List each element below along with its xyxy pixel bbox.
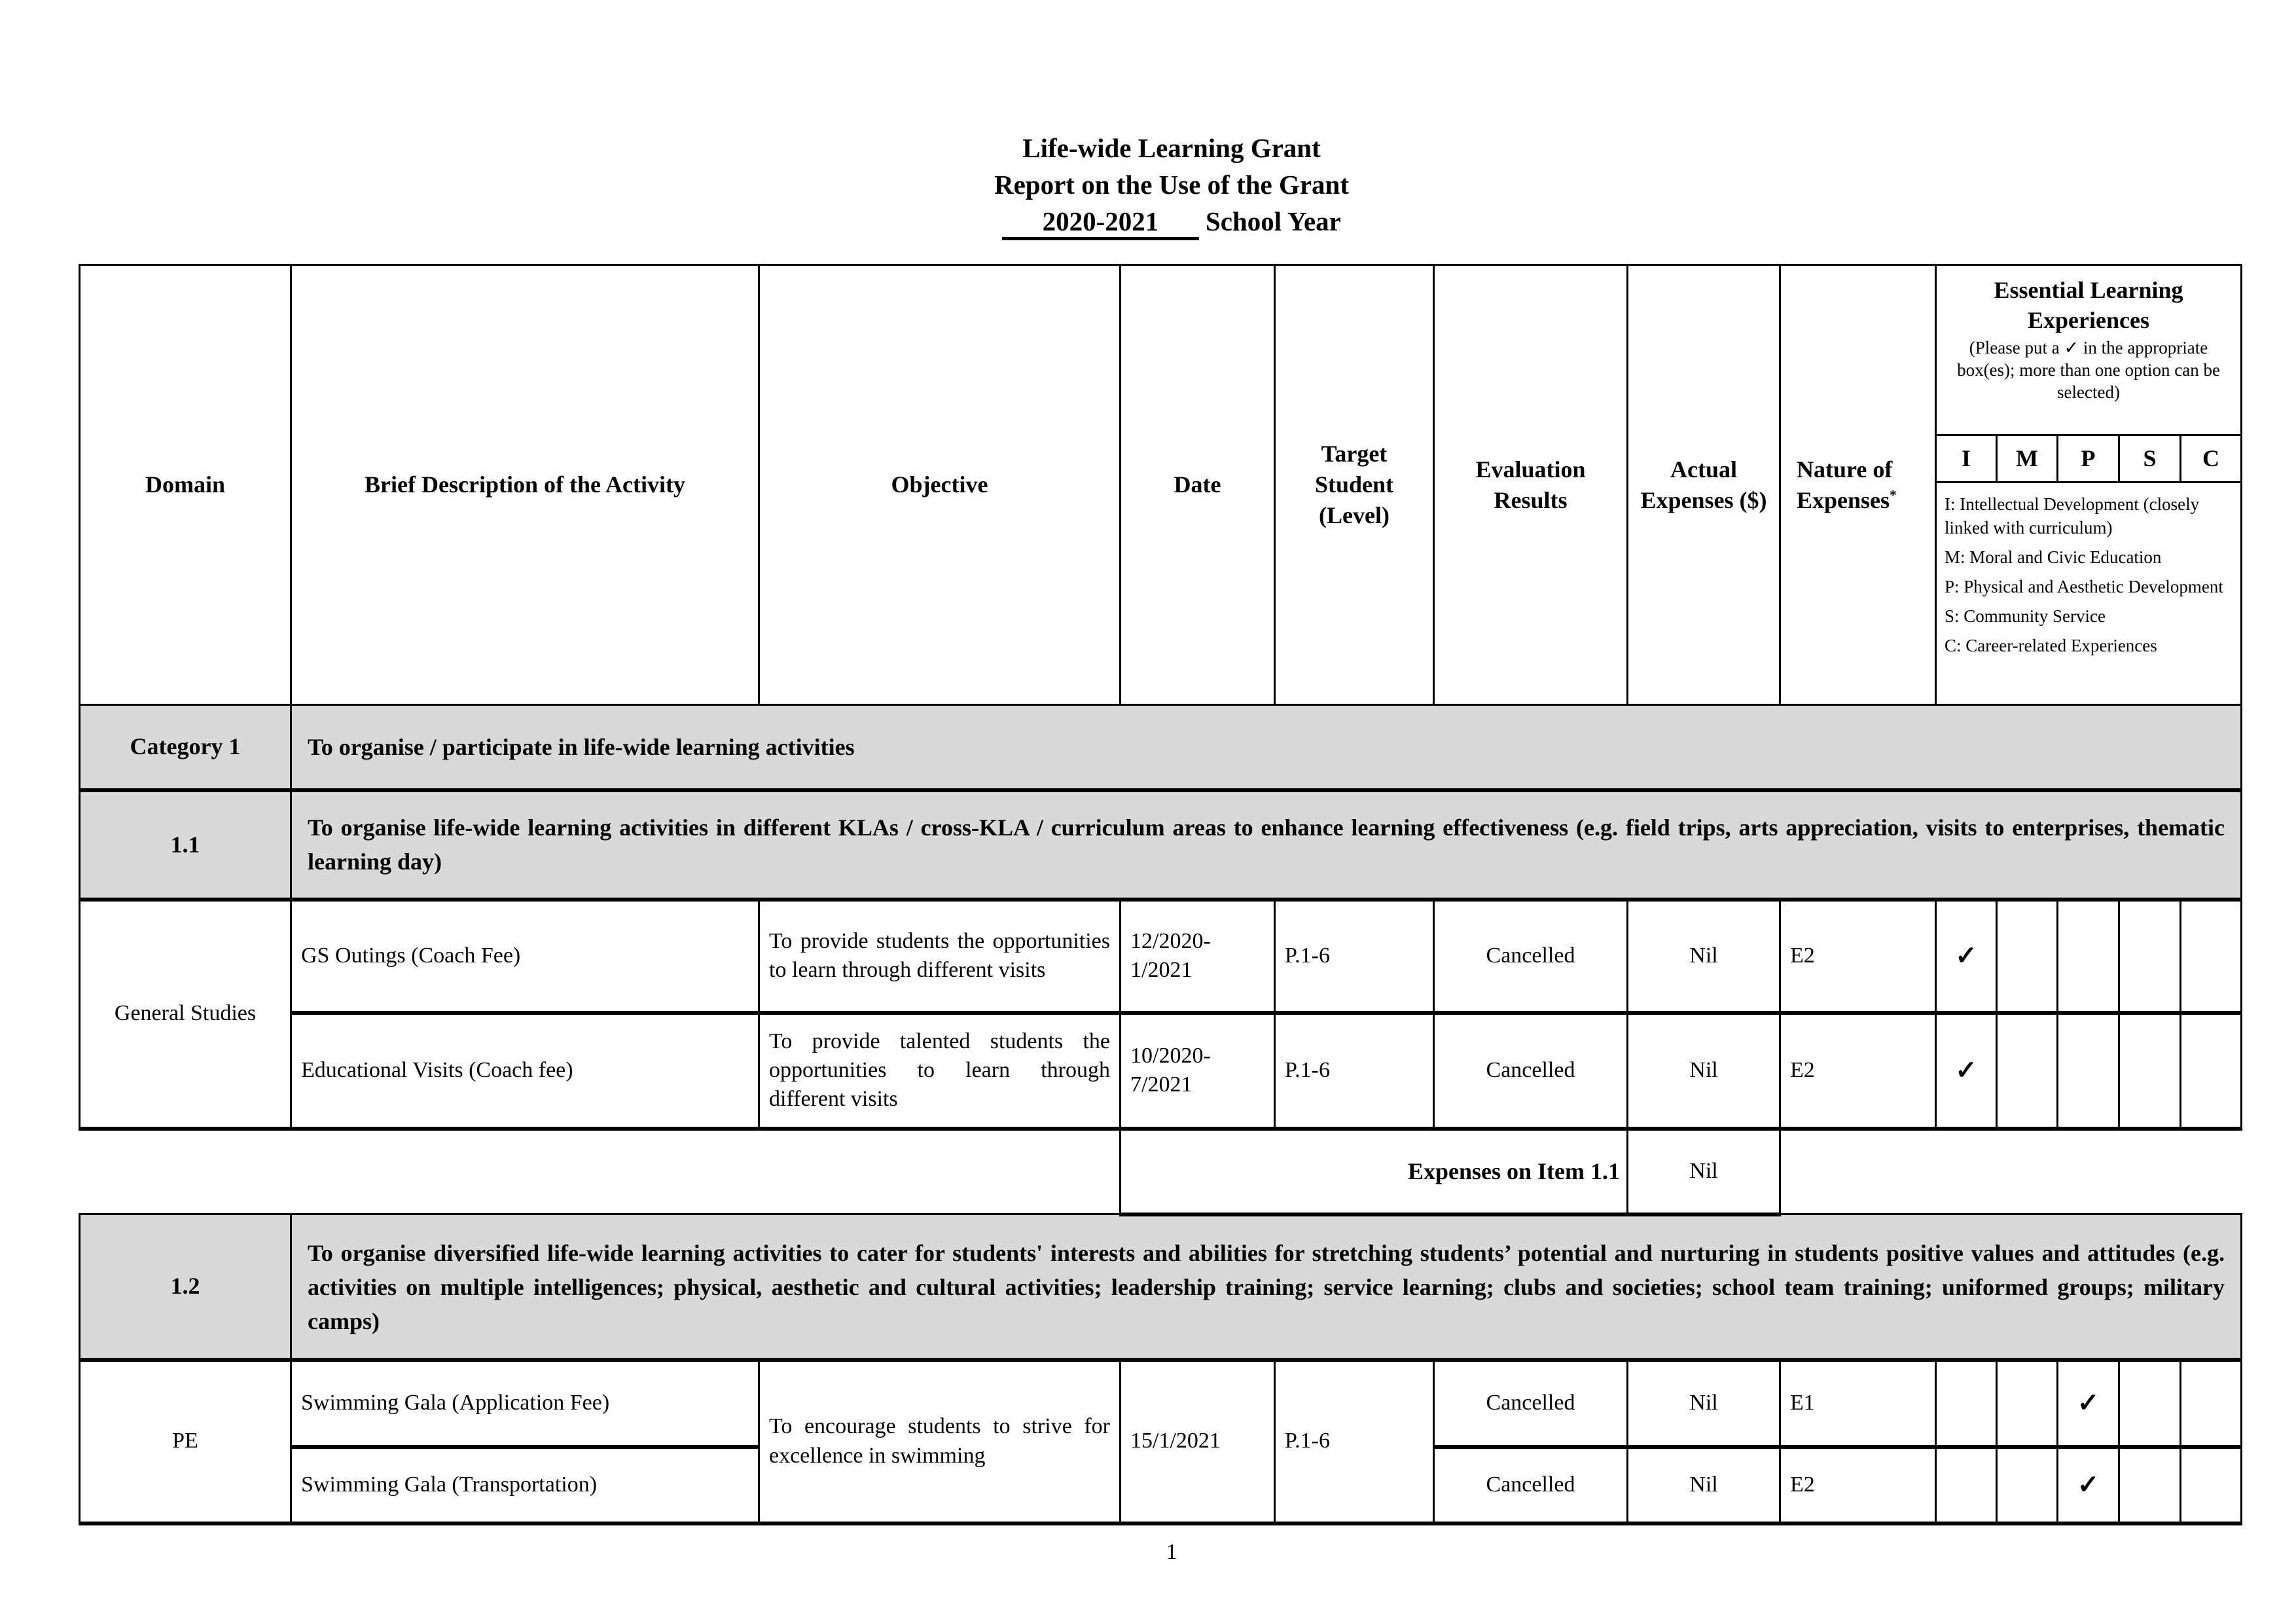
target-cell: P.1-6 [1275, 1013, 1434, 1129]
domain-cell-general-studies: General Studies [80, 900, 291, 1129]
evaluation-cell: Cancelled [1434, 1360, 1628, 1447]
col-header-nature-of-expenses: Nature of Expenses* [1780, 265, 1936, 705]
ele-legend-P: P: Physical and Aesthetic Development [1945, 577, 2223, 596]
ele-col-header-P: P [2058, 435, 2119, 483]
ele-check-P: ✓ [2058, 1360, 2119, 1447]
ele-check-I: ✓ [1936, 900, 1997, 1013]
actual-expenses-cell: Nil [1628, 1360, 1780, 1447]
nature-cell: E1 [1780, 1360, 1936, 1447]
col-header-brief-description: Brief Description of the Activity [291, 265, 759, 705]
title-line-1: Life-wide Learning Grant [1022, 133, 1321, 163]
ele-header-cell [1936, 265, 2242, 435]
col-header-date: Date [1121, 265, 1275, 705]
ele-check-P [2058, 1013, 2119, 1129]
page-number: 1 [1166, 1540, 1177, 1564]
objective-cell: To provide talented students the opportunities to learn through different visits [759, 1013, 1121, 1129]
school-year-suffix: School Year [1198, 206, 1341, 236]
objective-cell: To provide students the opportunities to learn through different visits [759, 900, 1121, 1013]
nature-cell: E2 [1780, 1447, 1936, 1523]
ele-col-header-C: C [2181, 435, 2242, 483]
col-header-domain: Domain [80, 265, 291, 705]
grant-report-table [79, 264, 2242, 1525]
date-cell-shared: 15/1/2021 [1121, 1360, 1275, 1523]
target-cell: P.1-6 [1275, 900, 1434, 1013]
ele-check-C [2181, 1447, 2242, 1523]
activity-cell: Swimming Gala (Application Fee) [291, 1360, 759, 1447]
ele-check-M [1997, 1447, 2058, 1523]
ele-check-C [2181, 1013, 2242, 1129]
actual-expenses-cell: Nil [1628, 900, 1780, 1013]
item-1-1-label: 1.1 [80, 790, 291, 900]
ele-check-S [2119, 1013, 2181, 1129]
school-year-value: 2020-2021 [1042, 206, 1159, 236]
ele-check-I: ✓ [1936, 1013, 1997, 1129]
ele-legend-M: M: Moral and Civic Education [1945, 547, 2162, 567]
nature-cell: E2 [1780, 900, 1936, 1013]
document-title [79, 130, 2265, 240]
activity-cell: Swimming Gala (Transportation) [291, 1447, 759, 1523]
actual-expenses-cell: Nil [1628, 1447, 1780, 1523]
domain-cell-pe: PE [80, 1360, 291, 1523]
objective-cell-shared: To encourage students to strive for excellence in swimming [759, 1360, 1121, 1523]
actual-expenses-cell: Nil [1628, 1013, 1780, 1129]
ele-title: Essential Learning Experiences [1994, 277, 2183, 333]
ele-check-I [1936, 1447, 1997, 1523]
ele-check-P: ✓ [2058, 1447, 2119, 1523]
evaluation-cell: Cancelled [1434, 1447, 1628, 1523]
ele-check-S [2119, 1447, 2181, 1523]
evaluation-cell: Cancelled [1434, 900, 1628, 1013]
item-1-2-description: To organise diversified life-wide learning activities to cater for students' interests and abilities for stretching students’ potential and nurturing in students positive values and attitudes (e.g. activities on multiple intelligences; physical, aesthetic and cultural activities; leadership training; service learning; clubs and societies; school team training; uniformed groups; military camps) [291, 1214, 2242, 1360]
col-header-evaluation-results: Evaluation Results [1434, 265, 1628, 705]
title-line-2: Report on the Use of the Grant [994, 170, 1350, 200]
item-1-2-label: 1.2 [80, 1214, 291, 1360]
ele-check-M [1997, 1013, 2058, 1129]
ele-legend-cell [1936, 483, 2242, 705]
expenses-on-item-1-1-value: Nil [1628, 1129, 1780, 1214]
ele-check-C [2181, 1360, 2242, 1447]
nature-cell: E2 [1780, 1013, 1936, 1129]
ele-legend-C: C: Career-related Experiences [1945, 636, 2157, 655]
col-header-actual-expenses: Actual Expenses ($) [1628, 265, 1780, 705]
ele-col-header-S: S [2119, 435, 2181, 483]
evaluation-cell: Cancelled [1434, 1013, 1628, 1129]
ele-check-S [2119, 1360, 2181, 1447]
nature-footnote-asterisk: * [1890, 486, 1897, 503]
expenses-row-spacer-left [80, 1129, 1121, 1214]
title-line-3 [79, 203, 2265, 240]
col-header-target-student: Target Student (Level) [1275, 265, 1434, 705]
category-1-description: To organise / participate in life-wide learning activities [291, 705, 2242, 790]
activity-cell: Educational Visits (Coach fee) [291, 1013, 759, 1129]
ele-check-I [1936, 1360, 1997, 1447]
ele-col-header-I: I [1936, 435, 1997, 483]
expenses-on-item-1-1-label: Expenses on Item 1.1 [1121, 1129, 1628, 1214]
target-cell-shared: P.1-6 [1275, 1360, 1434, 1523]
item-1-1-description: To organise life-wide learning activities in different KLAs / cross-KLA / curriculum areas to enhance learning effectiveness (e.g. field trips, arts appreciation, visits to enterprises, thematic learning day) [291, 790, 2242, 900]
category-1-label: Category 1 [80, 705, 291, 790]
ele-check-S [2119, 900, 2181, 1013]
date-cell: 10/2020-7/2021 [1121, 1013, 1275, 1129]
ele-check-C [2181, 900, 2242, 1013]
ele-instruction: (Please put a ✓ in the appropriate box(es); more than one option can be selected) [1957, 338, 2220, 402]
ele-legend-I: I: Intellectual Development (closely linked with curriculum) [1945, 494, 2200, 538]
expenses-row-spacer-right [1780, 1129, 2242, 1214]
ele-col-header-M: M [1997, 435, 2058, 483]
activity-cell: GS Outings (Coach Fee) [291, 900, 759, 1013]
date-cell: 12/2020-1/2021 [1121, 900, 1275, 1013]
ele-check-M [1997, 900, 2058, 1013]
ele-check-M [1997, 1360, 2058, 1447]
ele-legend-S: S: Community Service [1945, 606, 2106, 626]
col-header-objective: Objective [759, 265, 1121, 705]
ele-check-P [2058, 900, 2119, 1013]
